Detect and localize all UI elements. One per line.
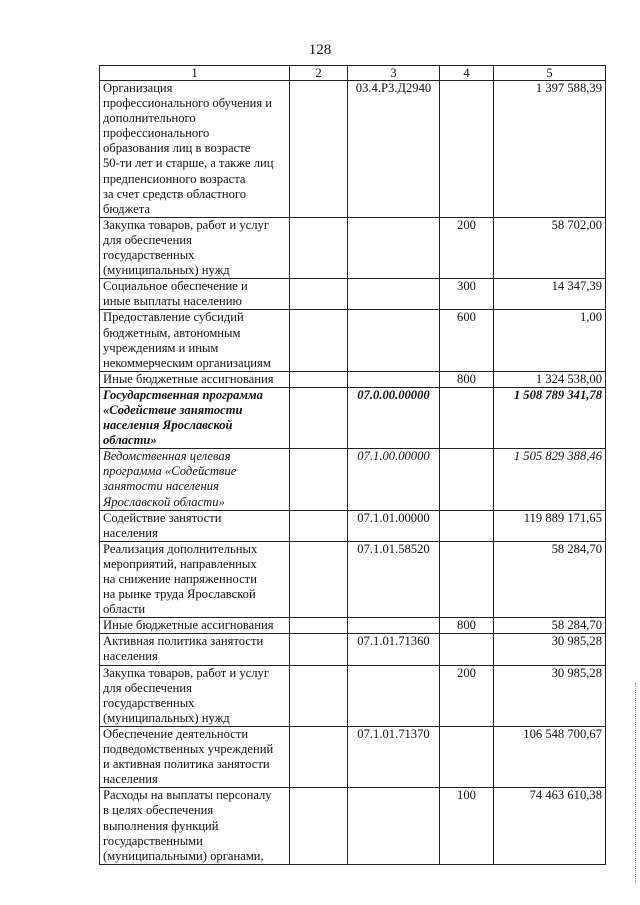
row-col2-cell (290, 788, 348, 864)
row-name-cell: Содействие занятости населения (100, 510, 290, 541)
table-row (100, 665, 606, 726)
expense-type-cell: 800 (440, 618, 494, 634)
table-row (100, 618, 606, 634)
row-col2-cell (290, 726, 348, 787)
amount-cell: 14 347,39 (494, 279, 606, 310)
amount-cell: 1 324 538,00 (494, 371, 606, 387)
target-code-cell (348, 371, 440, 387)
row-name-cell: Активная политика занятости населения (100, 634, 290, 665)
table-row (100, 788, 606, 864)
target-code-cell: 07.1.01.71360 (348, 634, 440, 665)
target-code-cell (348, 217, 440, 278)
row-col2-cell (290, 449, 348, 510)
row-name-cell: Предоставление субсидий бюджетным, автономным учреждениям и иным некоммерческим организациям (100, 310, 290, 371)
amount-cell: 1,00 (494, 310, 606, 371)
row-col2-cell (290, 665, 348, 726)
row-col2-cell (290, 371, 348, 387)
table-row (100, 217, 606, 278)
table-row (100, 279, 606, 310)
header-col-5: 5 (494, 66, 606, 81)
amount-cell: 1 397 588,39 (494, 81, 606, 218)
row-col2-cell (290, 634, 348, 665)
budget-table (99, 65, 606, 865)
target-code-cell (348, 618, 440, 634)
row-name-cell: Ведомственная целевая программа «Содействие занятости населения Ярославской области» (100, 449, 290, 510)
row-name-cell: Обеспечение деятельности подведомственных учреждений и активная политика занятости населения (100, 726, 290, 787)
target-code-cell: 07.1.01.71370 (348, 726, 440, 787)
row-col2-cell (290, 618, 348, 634)
header-col-4: 4 (440, 66, 494, 81)
amount-cell: 58 284,70 (494, 618, 606, 634)
amount-cell: 1 508 789 341,78 (494, 387, 606, 448)
expense-type-cell: 100 (440, 788, 494, 864)
row-name-cell: Иные бюджетные ассигнования (100, 371, 290, 387)
amount-cell: 58 284,70 (494, 541, 606, 617)
table-row (100, 510, 606, 541)
row-name-cell: Закупка товаров, работ и услуг для обеспечения государственных (муниципальных) нужд (100, 217, 290, 278)
expense-type-cell: 200 (440, 665, 494, 726)
row-name-cell: Государственная программа «Содействие занятости населения Ярославской области» (100, 387, 290, 448)
target-code-cell: 07.1.00.00000 (348, 449, 440, 510)
expense-type-cell (440, 726, 494, 787)
amount-cell: 30 985,28 (494, 665, 606, 726)
header-col-3: 3 (348, 66, 440, 81)
amount-cell: 1 505 829 388,46 (494, 449, 606, 510)
expense-type-cell: 600 (440, 310, 494, 371)
scan-margin-mark (635, 683, 640, 883)
expense-type-cell: 200 (440, 217, 494, 278)
row-name-cell: Иные бюджетные ассигнования (100, 618, 290, 634)
amount-cell: 74 463 610,38 (494, 788, 606, 864)
row-name-cell: Реализация дополнительных мероприятий, направленных на снижение напряженности на рынке труда Ярославской области (100, 541, 290, 617)
expense-type-cell: 300 (440, 279, 494, 310)
amount-cell: 30 985,28 (494, 634, 606, 665)
row-name-cell: Социальное обеспечение и иные выплаты населению (100, 279, 290, 310)
table-header-row (100, 66, 606, 81)
table-row (100, 726, 606, 787)
table-row (100, 371, 606, 387)
table-row (100, 541, 606, 617)
target-code-cell (348, 665, 440, 726)
row-col2-cell (290, 387, 348, 448)
row-name-cell: Расходы на выплаты персоналу в целях обеспечения выполнения функций государственными (муниципальными) органами, (100, 788, 290, 864)
row-col2-cell (290, 217, 348, 278)
target-code-cell (348, 279, 440, 310)
expense-type-cell (440, 449, 494, 510)
expense-type-cell (440, 81, 494, 218)
table-row (100, 81, 606, 218)
row-name-cell: Организация профессионального обучения и дополнительного профессионального образования лиц в возрасте 50-ти лет и старше, а также лиц предпенсионного возраста за счет средств областного бюджета (100, 81, 290, 218)
header-col-1: 1 (100, 66, 290, 81)
row-col2-cell (290, 81, 348, 218)
expense-type-cell (440, 634, 494, 665)
table-row (100, 634, 606, 665)
target-code-cell (348, 788, 440, 864)
row-col2-cell (290, 310, 348, 371)
header-col-2: 2 (290, 66, 348, 81)
amount-cell: 58 702,00 (494, 217, 606, 278)
page-number: 128 (308, 42, 332, 58)
target-code-cell: 07.1.01.00000 (348, 510, 440, 541)
target-code-cell: 03.4.P3.Д2940 (348, 81, 440, 218)
expense-type-cell (440, 510, 494, 541)
row-col2-cell (290, 279, 348, 310)
table-row (100, 387, 606, 448)
amount-cell: 106 548 700,67 (494, 726, 606, 787)
target-code-cell (348, 310, 440, 371)
expense-type-cell (440, 387, 494, 448)
row-name-cell: Закупка товаров, работ и услуг для обеспечения государственных (муниципальных) нужд (100, 665, 290, 726)
amount-cell: 119 889 171,65 (494, 510, 606, 541)
target-code-cell: 07.0.00.00000 (348, 387, 440, 448)
expense-type-cell (440, 541, 494, 617)
row-col2-cell (290, 510, 348, 541)
row-col2-cell (290, 541, 348, 617)
expense-type-cell: 800 (440, 371, 494, 387)
target-code-cell: 07.1.01.58520 (348, 541, 440, 617)
table-row (100, 449, 606, 510)
table-row (100, 310, 606, 371)
